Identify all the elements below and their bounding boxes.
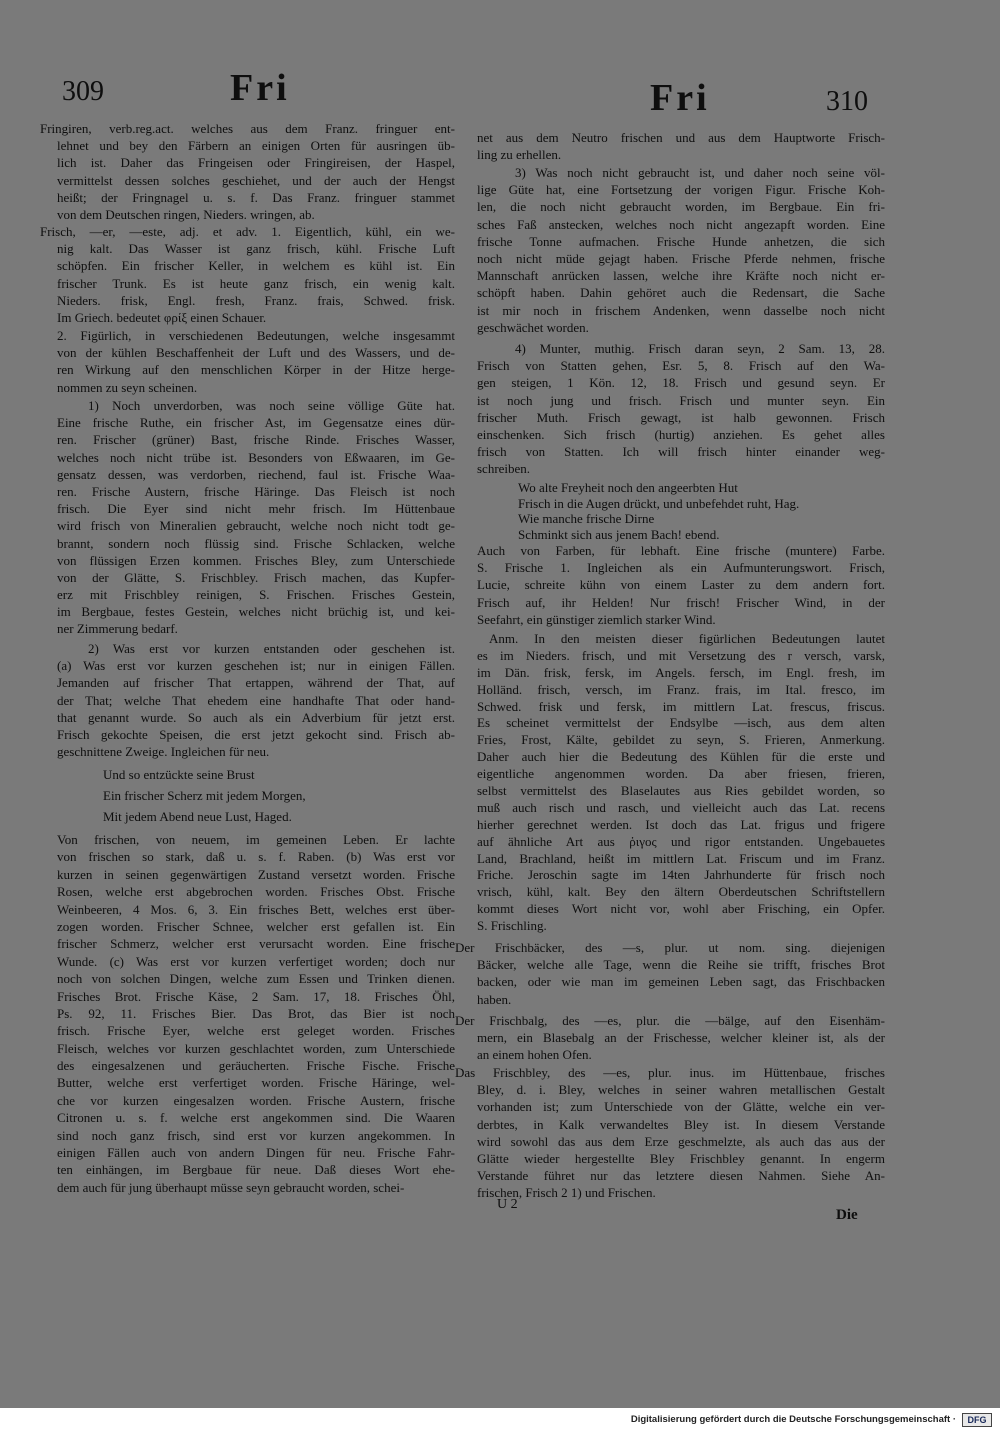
text-line: Im Griech. bedeutet φρίξ einen Schauer. (57, 309, 267, 325)
text-line: Frisch in die Augen drückt, und unbefehdet ruht, Hag. (518, 495, 800, 511)
annotation (455, 631, 885, 935)
text-line: Es scheinet vermittelst der Endsylbe —isch, aus dem alten (477, 715, 885, 731)
text-line: von dem Deutschen ringen, Nieders. wringen, ab. (57, 206, 315, 222)
text-line: Ps. 92, 11. Frisches Bier. Das Brot, das Bier ist noch (57, 1005, 455, 1021)
text-line: Ein frischer Scherz mit jedem Morgen, (103, 788, 306, 803)
text-line: Von frischen, von neuem, im gemeinen Leben. Er lachte (57, 832, 455, 847)
text-line: Daher auch hier die Bedeutung des Kühlen für die erste und (477, 749, 885, 765)
text-line: S. Frische 1. Ingleichen als ein Aufmunterungswort. Frisch, (477, 560, 885, 576)
text-line: Rosen, welche erst abgebrochen worden. Frisches Obst. Frische (57, 884, 455, 900)
text-line: ren. Frische Austern, frische Häringe. Das Fleisch ist noch (57, 483, 455, 499)
entry-frisch (40, 223, 455, 326)
text-line: ist mir noch in frischem Andenken, wenn dasselbe noch nicht (477, 302, 885, 318)
funding-credit: Digitalisierung gefördert durch die Deutsche Forschungsgemeinschaft · (630, 1414, 956, 1425)
text-line: wird sowohl das aus dem Erze geschmelzte, als auch das aus der (477, 1133, 885, 1149)
text-line: Das Frischbley, des —es, plur. inus. im Hüttenbaue, frisches (455, 1065, 885, 1080)
text-line: frisch. Die Eyer sind nicht mehr frisch. Im Hüttenbaue (57, 501, 455, 517)
text-line: lehnet und bey den Färbern an einigen Orten für ausringen üb- (57, 138, 455, 154)
text-line: Jemanden auf frischer That ertappen, während der That, auf (57, 675, 455, 691)
text-line: Und so entzückte seine Brust (103, 767, 255, 782)
text-line: haben. (477, 991, 512, 1007)
sense-figurative (40, 327, 455, 396)
text-line: ren. Frischer (grüner) Bast, frische Rinde. Frisches Wasser, (57, 432, 455, 448)
text-line: 1) Noch unverdorben, was noch seine völlige Güte hat. (88, 398, 455, 413)
text-line: des eingesalzenen und geräucherten. Frische Fische. Frische (57, 1058, 455, 1074)
text-line: von flüssigen Erzen kommen. Frisches Bley, zum Unterschiede (57, 552, 455, 568)
text-line: Wunde. (c) Was erst vor kurzen verfertiget worden; doch nur (57, 953, 455, 969)
text-line: brannt, sondern noch flüssig sind. Frische Schlacken, welche (57, 535, 455, 551)
text-line: Auch von Farben, für lebhaft. Eine frische (muntere) Farbe. (477, 543, 885, 558)
text-line: S. Frischling. (477, 918, 547, 934)
text-line: vermittelst dessen solches geschiehet, und der auch der Hengst (57, 172, 455, 188)
text-line: schreiben. (477, 461, 531, 477)
text-line: Bäcker, welche alle Tage, wenn die Reihe sie trifft, frisches Brot (477, 957, 885, 973)
text-line: Holländ. frisch, versch, im Franz. frais, im Ital. fresco, im (477, 681, 885, 697)
text-line: Frisch gekochte Speisen, die erst jetzt gekocht sind. Frisch ab- (57, 726, 455, 742)
continued-text (455, 129, 885, 163)
sense-2-recent (40, 640, 455, 760)
text-line: Mannschaft anrücken lassen, welche ihre Kräfte noch nicht er- (477, 268, 885, 284)
text-line: ren Wirkung auf den menschlichen Körper in der Hitze herge- (57, 362, 455, 378)
text-line: Friche. Jeroschin sagte im 14ten Jahrhunderte für frisch noch (477, 867, 885, 883)
text-line: gensatz dessen, was verdorben, riechend, faul ist. Frische Waa- (57, 466, 455, 482)
text-line: Anm. In den meisten dieser figürlichen Bedeutungen lautet (489, 631, 885, 646)
text-line: im Bergbaue, festes Gestein, welches nicht brüchig ist, und kei- (57, 604, 455, 620)
dfg-logo: DFG (962, 1413, 992, 1427)
sense-colours (455, 542, 885, 628)
text-line: vrisch, kühl, kalt. Bey den ältern Oberdeutschen Schriftstellern (477, 884, 885, 900)
text-line: einschenken. Sich frisch (hurtig) anziehen. Es gehet alles (477, 426, 885, 442)
text-line: Der Frischbalg, des —es, plur. die —bälge, auf den Eisenhäm- (455, 1013, 885, 1028)
text-line: von der Glätte, S. Frischbley. Frisch machen, das Kupfer- (57, 569, 455, 585)
text-line: Wo alte Freyheit noch den angeerbten Hut (518, 480, 738, 495)
text-line: Frisches Brot. Frische Käse, 2 Sam. 17, 18. Frisches Öhl, (57, 988, 455, 1004)
text-line: lige Güte hat, eine Fortsetzung der vorigen Figur. Frische Koh- (477, 182, 885, 198)
text-line: Bley, d. i. Bley, welches in seiner wahren metallischen Gestalt (477, 1082, 885, 1098)
text-line: ling zu erhellen. (477, 147, 562, 163)
text-line: muß auch risch und rasch, und vielleicht auch das Lat. recens (477, 799, 885, 815)
signature-mark: U 2 (497, 1197, 518, 1212)
text-line: Citronen u. s. f. welche erst angekommen sind. Die Waaren (57, 1110, 455, 1126)
text-line: ner Zimmerung bedarf. (57, 621, 178, 637)
text-line: gen steigen, 1 Kön. 12, 18. Frisch und gesund seyn. Er (477, 375, 885, 391)
verse-quotation (455, 480, 885, 542)
text-line: frisch. Frische Eyer, welche erst geleget worden. Frisches (57, 1023, 455, 1039)
text-line: kommt dieses Wort nicht vor, wohl aber Frisching, ein Opfer. (477, 901, 885, 917)
text-line: Weinbeeren, 4 Mos. 6, 3. Ein frisches Bett, welches erst über- (57, 901, 455, 917)
text-line: 2. Figürlich, in verschiedenen Bedeutungen, welche insgesammt (57, 328, 455, 343)
text-line: lich ist. Daher das Fringeisen oder Fringireisen, der Haspel, (57, 155, 455, 171)
sense-1-unspoiled (40, 397, 455, 638)
text-line: derbtes, in Kalk verwandeltes Bley ist. In diesem Verstande (477, 1116, 885, 1132)
sense-3-unused (455, 164, 885, 336)
text-line: 2) Was erst vor kurzen entstanden oder geschehen ist. (88, 641, 455, 656)
text-line: Frisch, —er, —este, adj. et adv. 1. Eigentlich, kühl, ein we- (40, 224, 455, 239)
text-line: Wie manche frische Dirne (518, 511, 655, 526)
entry-frischbalg (455, 1012, 885, 1064)
text-line: frischer Schmerz, welcher erst verursacht worden. Eine frische (57, 936, 455, 952)
text-line: an einem hohen Ofen. (477, 1047, 592, 1063)
text-line: von der kühlen Beschaffenheit der Luft und des Wassers, und de- (57, 345, 455, 361)
text-line: frischer Trunk. Es ist heute ganz frisch, ein wenig kalt. (57, 275, 455, 291)
text-line: eigentliche angenommen worden. Da aber friesen, frieren, (477, 766, 885, 782)
text-line: zogen worden. Frischer Schnee, welcher erst gefallen ist. Ein (57, 918, 455, 934)
text-line: Frisch auf, ihr Helden! Nur frisch! Frischer Wind, in der (477, 594, 885, 610)
text-line: im Dän. frisk, fersk, im Angels. fersch, im Engl. fresh, im (477, 664, 885, 680)
text-line: erz mit Frischbley reinigen, S. Frischen. Frisches Gestein, (57, 587, 455, 603)
text-line: Der Frischbäcker, des —s, plur. ut nom. sing. diejenigen (455, 940, 885, 955)
catchword: Die (836, 1207, 858, 1223)
left-page-number: 309 (62, 76, 104, 107)
text-line: noch nicht müde gejagt haben. Frische Pferde nehmen, frische (477, 250, 885, 266)
text-line: von frischen so stark, daß u. s. f. Raben. (b) Was erst vor (57, 849, 455, 865)
text-line: Seefahrt, ein günstiger ziemlich starker Wind. (477, 611, 716, 627)
text-line: ist noch jung und frisch. Frisch und munter seyn. Ein (477, 392, 885, 408)
text-line: frische Tonne aufmachen. Frische Hunde anhetzen, die sich (477, 233, 885, 249)
text-line: schöpft haben. Dahin gehöret auch die Redensart, die Sache (477, 285, 885, 301)
text-line: Nieders. frisk, Engl. fresh, Franz. frais, Schwed. frisk. (57, 292, 455, 308)
text-line: es im Nieders. frisch, und mit Versetzung des r versch, varsk, (477, 647, 885, 663)
text-line: auf ähnliche Art aus ῥιγος und rigor entstanden. Ungebauetes (477, 833, 885, 849)
text-line: Schminkt sich aus jenem Bach! ebend. (518, 526, 720, 542)
text-line: Fringiren, verb.reg.act. welches aus dem Franz. fringuer ent- (40, 121, 455, 136)
text-line: Fleisch, welches vor kurzen geschlachtet worden, zum Unterschiede (57, 1040, 455, 1056)
verse-quotation (40, 764, 455, 827)
text-line: that genannt wurde. So auch als ein Adverbium für jetzt erst. (57, 709, 455, 725)
text-line: 4) Munter, muthig. Frisch daran seyn, 2 Sam. 13, 28. (515, 341, 885, 356)
text-line: schöpfen. Ein frischer Keller, in welchem es kühl ist. Ein (57, 258, 455, 274)
text-line: kurzen in seinen gegenwärtigen Zustand versetzt worden. Frische (57, 866, 455, 882)
text-line: Butter, welche erst verfertiget worden. Frische Häringe, wel- (57, 1075, 455, 1091)
text-line: sches Faß anstecken, welches noch nicht angezapft worden. Eine (477, 216, 885, 232)
text-line: geschwächet worden. (477, 319, 589, 335)
text-line: frisch von Statten. Ich will frisch hinter einander weg- (477, 444, 885, 460)
text-line: Mit jedem Abend neue Lust, Haged. (103, 809, 292, 824)
text-line: wird frisch von Mineralien gebraucht, welche noch nicht todt ge- (57, 518, 455, 534)
text-line: nig kalt. Das Wasser ist ganz frisch, kühl. Frische Luft (57, 241, 455, 257)
text-line: mern, ein Blasebalg an der Frischesse, welcher kleiner ist, als der (477, 1030, 885, 1046)
right-running-head: Fri (650, 77, 710, 119)
text-line: Eine frische Ruthe, ein frischer Ast, im Gegensatze eines dür- (57, 415, 455, 431)
text-line: backen, oder wie man im gemeinen Leben sagt, das Frischbacken (477, 974, 885, 990)
text-line: ten einhängen, im Bergbaue für neue. Daß dieses Wort ehe- (57, 1162, 455, 1178)
text-line: dem auch für jung überhaupt müsse seyn gebraucht worden, schei- (57, 1179, 405, 1195)
text-line: len, die noch nicht gebraucht worden, im Bergbaue. Ein fri- (477, 199, 885, 215)
entry-frischbley (455, 1064, 885, 1202)
text-line: sind noch ganz frisch, sind erst vor kurzen angekommen. In (57, 1127, 455, 1143)
text-line: nommen zu seyn scheinen. (57, 379, 198, 395)
text-line: che vor kurzen eingesalzen worden. Frische Austern, frische (57, 1092, 455, 1108)
text-line: (a) Was erst vor kurzen geschehen ist; nur in einigen Fällen. (57, 658, 455, 674)
entry-frischbaecker (455, 939, 885, 1008)
text-line: Glätte wieder hergestellte Bley Frischbley genannt. In engerm (477, 1150, 885, 1166)
text-line: einigen Fällen auch von andern Dingen für neu. Frische Fahr- (57, 1145, 455, 1161)
text-line: Verstande führet nur das letztere diesen Nahmen. Siehe An- (477, 1168, 885, 1184)
text-line: heißt; der Fringnagel u. s. f. Das Franz. fringuer stammet (57, 189, 455, 205)
text-line: vorhanden ist; zum Unterschiede von der Glätte, welche ein ver- (477, 1099, 885, 1115)
text-line: frischen, Frisch 2 1) und Frischen. (477, 1185, 656, 1201)
text-line: noch von solchen Dingen, welche zum Essen und Trinken dienen. (57, 971, 455, 987)
text-line: frischer Muth. Frisch gewagt, ist halb gewonnen. Frisch (477, 409, 885, 425)
text-line: Lucie, schreite kühn von einem Laster zu dem andern fort. (477, 577, 885, 593)
digitization-footer (0, 1408, 1000, 1432)
sense-4-lively (455, 340, 885, 478)
text-line: Land, Brachland, heißt im mittlern Lat. Friscum und im Franz. (477, 850, 885, 866)
text-line: der That; welche That ehedem eine handhafte That oder hand- (57, 692, 455, 708)
left-running-head: Fri (230, 67, 290, 109)
text-line: 3) Was noch nicht gebraucht ist, und daher noch seine völ- (515, 165, 885, 180)
text-line: geschnittene Zweige. Ingleichen für neu. (57, 744, 270, 760)
text-line: Schwed. frisk und fersk, im mittlern Lat. frescus, friscus. (477, 698, 885, 714)
sense-2-continued (40, 831, 455, 1196)
text-line: welches noch nicht trübe ist. Besonders von Eßwaaren, im Ge- (57, 449, 455, 465)
text-line: Fries, Frost, Kälte, gebildet zu seyn, S. Frieren, Anmerkung. (477, 732, 885, 748)
text-line: selbst vermittelst des Blaselautes aus Ries gebildet worden, so (477, 783, 885, 799)
text-line: net aus dem Neutro frischen und aus dem Hauptworte Frisch- (477, 130, 885, 145)
text-line: hierher gerechnet werden. Ist doch das Lat. frigus und frigere (477, 816, 885, 832)
text-line: Frisch von Statten gehen, Esr. 5, 8. Frisch auf den Wa- (477, 358, 885, 374)
entry-fringiren (40, 120, 455, 223)
right-page-number: 310 (826, 86, 868, 117)
